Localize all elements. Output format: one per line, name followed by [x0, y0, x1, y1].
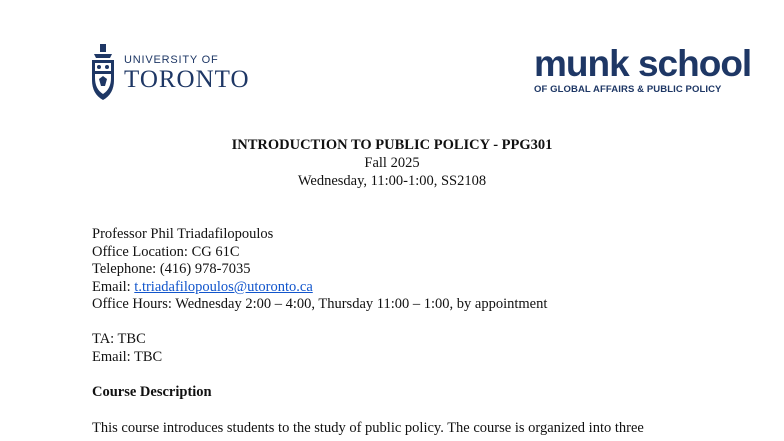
munk-logo-main: munk school [534, 43, 752, 84]
course-description-heading: Course Description [92, 384, 212, 400]
uoft-logo-line2: TORONTO [124, 65, 250, 93]
instructor-info [92, 226, 547, 314]
munk-logo-sub: OF GLOBAL AFFAIRS & PUBLIC POLICY [534, 84, 722, 95]
course-term: Fall 2025 [364, 155, 420, 171]
uoft-logo-line1: UNIVERSITY OF [124, 53, 219, 66]
instructor-hours: Office Hours: Wednesday 2:00 – 4:00, Thursday 11:00 – 1:00, by appointment [92, 296, 548, 312]
ta-name: TA: TBC [92, 331, 146, 347]
ta-info [92, 331, 162, 366]
course-schedule: Wednesday, 11:00-1:00, SS2108 [297, 173, 487, 189]
instructor-email-link[interactable]: t.triadafilopoulos@utoronto.ca [134, 278, 313, 295]
course-title: INTRODUCTION TO PUBLIC POLICY - PPG301 [231, 137, 553, 153]
instructor-phone: Telephone: (416) 978-7035 [92, 261, 251, 277]
course-heading [0, 136, 784, 190]
instructor-name: Professor Phil Triadafilopoulos [92, 226, 274, 242]
uoft-logo [90, 44, 250, 102]
ta-email: Email: TBC [92, 348, 163, 365]
instructor-email-line [92, 279, 547, 297]
munk-school-logo [534, 44, 751, 95]
instructor-office: Office Location: CG 61C [92, 243, 240, 260]
instructor-email-label: Email: [92, 278, 135, 295]
uoft-crest-icon [90, 44, 116, 102]
course-description-text: This course introduces students to the study of public policy. The course is organized into three [92, 420, 644, 436]
